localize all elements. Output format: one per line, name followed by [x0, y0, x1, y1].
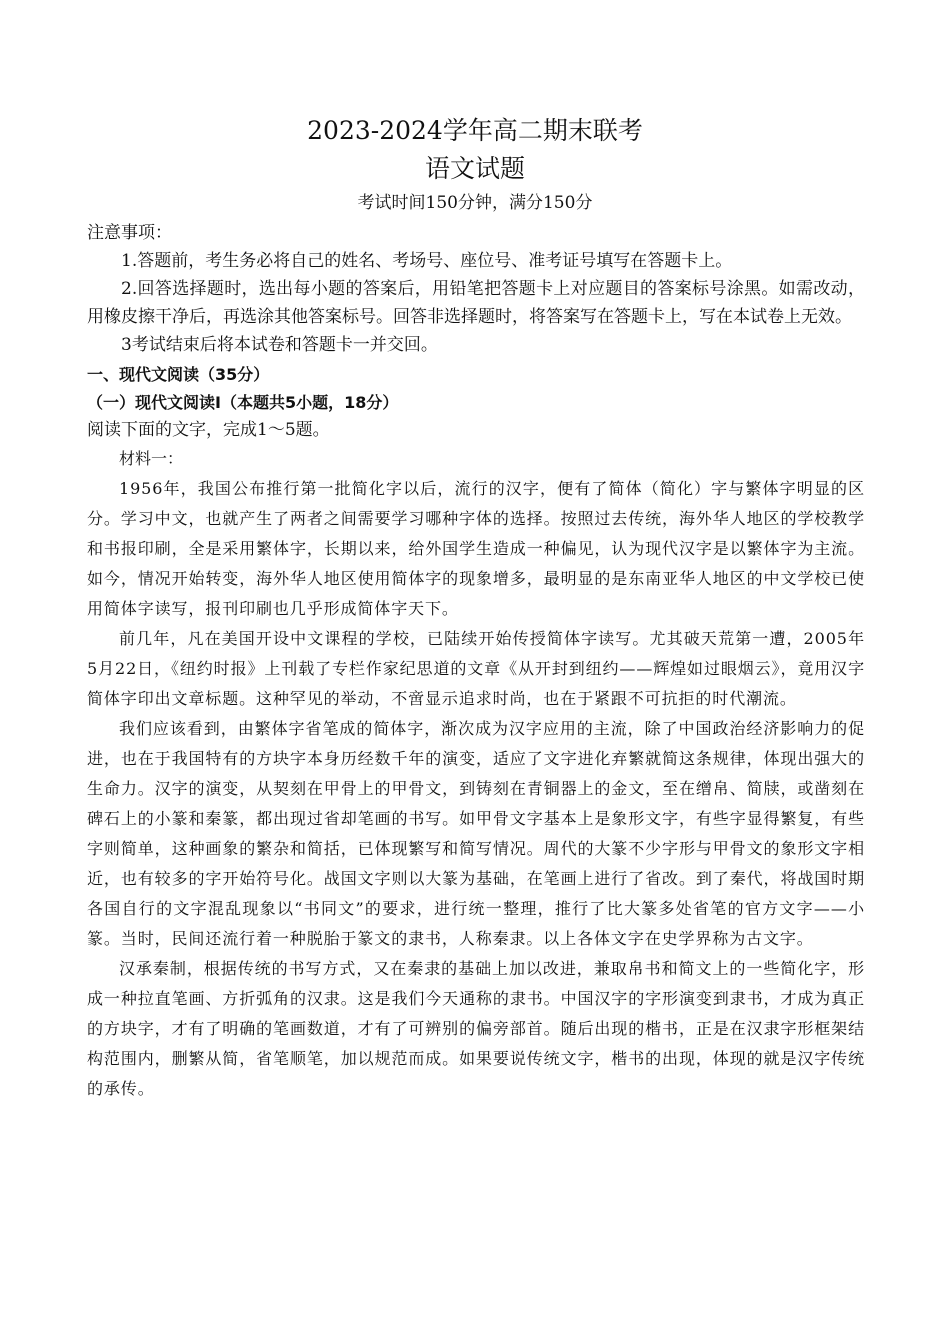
- section-heading: 一、现代文阅读（35分）: [87, 365, 270, 384]
- exam-body: [87, 220, 865, 1104]
- material-paragraph: 我们应该看到，由繁体字省笔成的简体字，渐次成为汉字应用的主流，除了中国政治经济影响力的促进，也在于我国特有的方块字本身历经数千年的演变，适应了文字进化弃繁就简这条规律，体现出强大的生命力。汉字的演变，从契刻在甲骨上的甲骨文，到铸刻在青铜器上的金文，至在缯帛、简牍，或凿刻在碑石上的小篆和秦篆，都出现过省却笔画的书写。如甲骨文字基本上是象形文字，有些字显得繁复，有些字则简单，这种画象的繁杂和简括，已体现繁写和简写情况。周代的大篆不少字形与甲骨文的象形文字相近，也有较多的字开始符号化。战国文字则以大篆为基础，在笔画上进行了省改。到了秦代，将战国时期各国自行的文字混乱现象以“书同文”的要求，进行统一整理，推行了比大篆多处省笔的官方文字——小篆。当时，民间还流行着一种脱胎于篆文的隶书，人称秦隶。以上各体文字在史学界称为古文字。: [87, 719, 865, 948]
- exam-subject-title: 语文试题: [424, 154, 525, 183]
- material-label: 材料一：: [119, 449, 184, 468]
- exam-time-score: 考试时间150分钟，满分150分: [357, 193, 593, 213]
- material-paragraph: 1956年，我国公布推行第一批简化字以后，流行的汉字，便有了简体（简化）字与繁体字明显的区分。学习中文，也就产生了两者之间需要学习哪种字体的选择。按照过去传统，海外华人地区的学校教学和书报印刷，全是采用繁体字，长期以来，给外国学生造成一种偏见，认为现代汉字是以繁体字为主流。如今，情况开始转变，海外华人地区使用简体字的现象增多，最明显的是东南亚华人地区的中文学校已使用简体字读写，报刊印刷也几乎形成简体字天下。: [87, 479, 865, 618]
- notice-label: 注意事项：: [87, 223, 172, 243]
- notice-item: 1.答题前，考生务必将自己的姓名、考场号、座位号、准考证号填写在答题卡上。: [121, 251, 733, 271]
- subsection-heading: （一）现代文阅读Ⅰ（本题共5小题，18分）: [87, 393, 399, 412]
- exam-title: 2023-2024学年高二期末联考: [307, 116, 643, 145]
- notice-item: 3考试结束后将本试卷和答题卡一并交回。: [121, 335, 438, 355]
- material-paragraph: 前几年，凡在美国开设中文课程的学校，已陆续开始传授简体字读写。尤其破天荒第一遭，2005年5月22日，《纽约时报》上刊载了专栏作家纪思道的文章《从开封到纽约——辉煌如过眼烟云》，竟用汉字简体字印出文章标题。这种罕见的举动，不啻显示追求时尚，也在于紧跟不可抗拒的时代潮流。: [87, 629, 865, 708]
- material-paragraph: 汉承秦制，根据传统的书写方式，又在秦隶的基础上加以改进，兼取帛书和简文上的一些简化字，形成一种拉直笔画、方折弧角的汉隶。这是我们今天通称的隶书。中国汉字的字形演变到隶书，才成为真正的方块字，才有了明确的笔画数道，才有了可辨别的偏旁部首。随后出现的楷书，正是在汉隶字形框架结构范围内，删繁从简，省笔顺笔，加以规范而成。如果要说传统文字，楷书的出现，体现的就是汉字传统的承传。: [87, 959, 865, 1098]
- reading-instruction: 阅读下面的文字，完成1～5题。: [87, 420, 330, 440]
- notice-item: 2.回答选择题时，选出每小题的答案后，用铅笔把答题卡上对应题目的答案标号涂黑。如需改动，用橡皮擦干净后，再选涂其他答案标号。回答非选择题时，将答案写在答题卡上，写在本试卷上无效。: [87, 279, 865, 327]
